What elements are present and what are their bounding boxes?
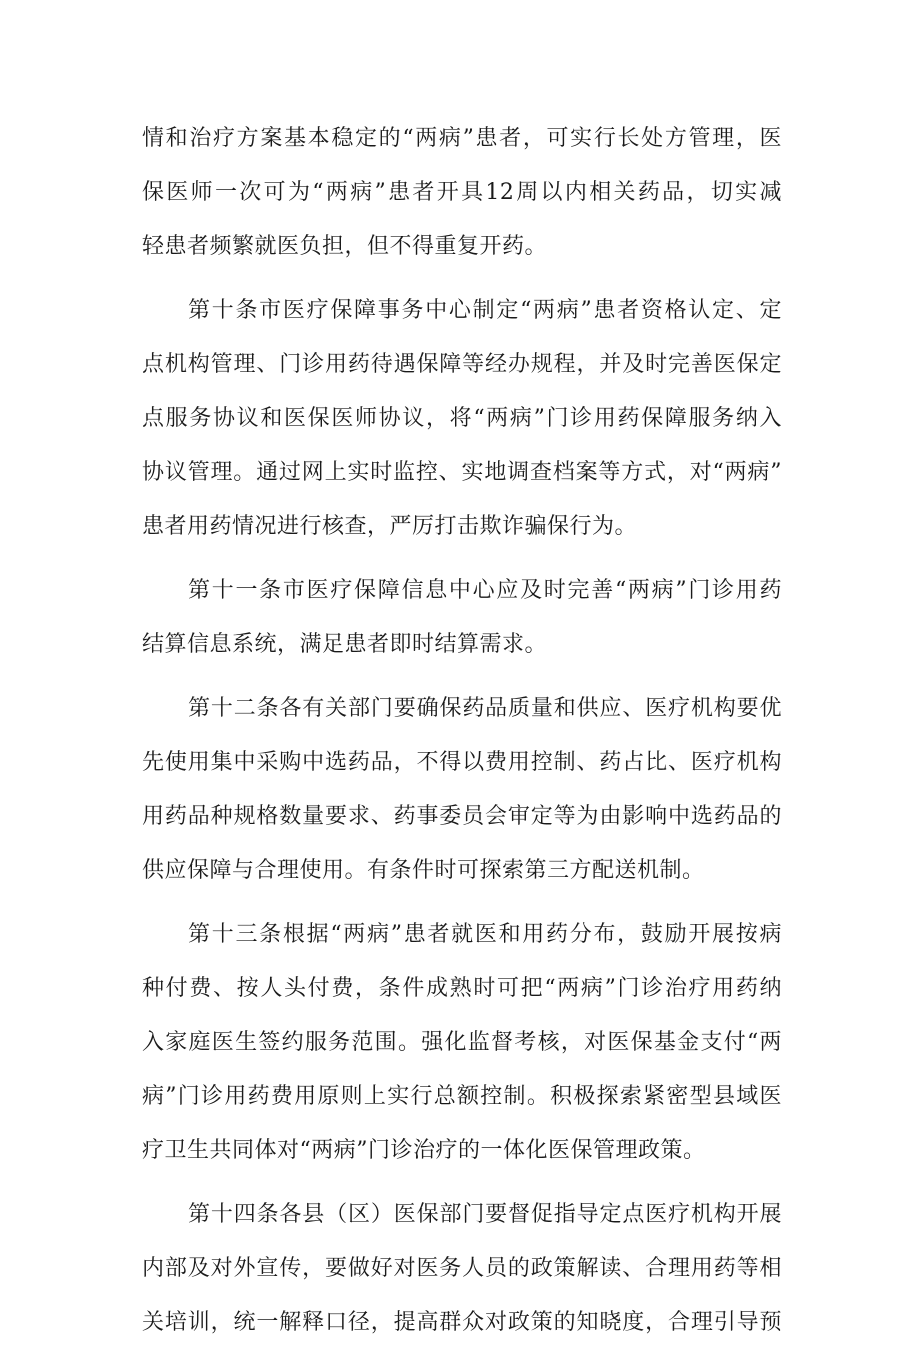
text-line: 患者用药情况进行核查，严厉打击欺诈骗保行为。 [142,514,638,539]
text-line: 供应保障与合理使用。有条件时可探索第三方配送机制。 [142,858,705,883]
paragraph-article-12 [142,682,782,898]
text-line: 用药品种规格数量要求、药事委员会审定等为由影响中选药品的 [142,804,782,829]
text-line: 种付费、按人头付费，条件成熟时可把“两病”门诊治疗用药纳 [142,976,782,1001]
text-line: 结算信息系统，满足患者即时结算需求。 [142,632,548,657]
text-line: 入家庭医生签约服务范围。强化监督考核，对医保基金支付“两 [142,1030,782,1055]
text-line: 情和治疗方案基本稳定的“两病”患者，可实行长处方管理，医 [142,126,782,151]
text-line: 第十一条市医疗保障信息中心应及时完善“两病”门诊用药 [188,578,782,603]
text-line: 第十条市医疗保障事务中心制定“两病”患者资格认定、定 [188,298,782,323]
text-line: 疗卫生共同体对“两病”门诊治疗的一体化医保管理政策。 [142,1138,706,1163]
text-line: 第十四条各县（区）医保部门要督促指导定点医疗机构开展 [188,1202,782,1227]
text-line: 点机构管理、门诊用药待遇保障等经办规程，并及时完善医保定 [142,352,782,377]
text-line: 第十二条各有关部门要确保药品质量和供应、医疗机构要优 [188,696,782,721]
text-line: 第十三条根据“两病”患者就医和用药分布，鼓励开展按病 [188,922,782,947]
paragraph-article-10 [142,284,782,554]
text-line: 病”门诊用药费用原则上实行总额控制。积极探索紧密型县域医 [142,1084,782,1109]
paragraph-article-14 [142,1188,782,1350]
document-page [142,112,782,1350]
text-line: 关培训，统一解释口径，提高群众对政策的知晓度，合理引导预 [142,1310,782,1335]
text-line: 轻患者频繁就医负担，但不得重复开药。 [142,234,548,259]
text-line: 先使用集中采购中选药品，不得以费用控制、药占比、医疗机构 [142,750,782,775]
text-line: 保医师一次可为“两病”患者开具12周以内相关药品，切实减 [142,180,782,205]
paragraph-article-13 [142,908,782,1178]
text-line: 点服务协议和医保医师协议，将“两病”门诊用药保障服务纳入 [142,406,782,431]
paragraph-article-11 [142,564,782,672]
paragraph-continuation [142,112,782,274]
text-line: 内部及对外宣传，要做好对医务人员的政策解读、合理用药等相 [142,1256,782,1281]
text-line: 协议管理。通过网上实时监控、实地调查档案等方式，对“两病” [142,460,782,485]
